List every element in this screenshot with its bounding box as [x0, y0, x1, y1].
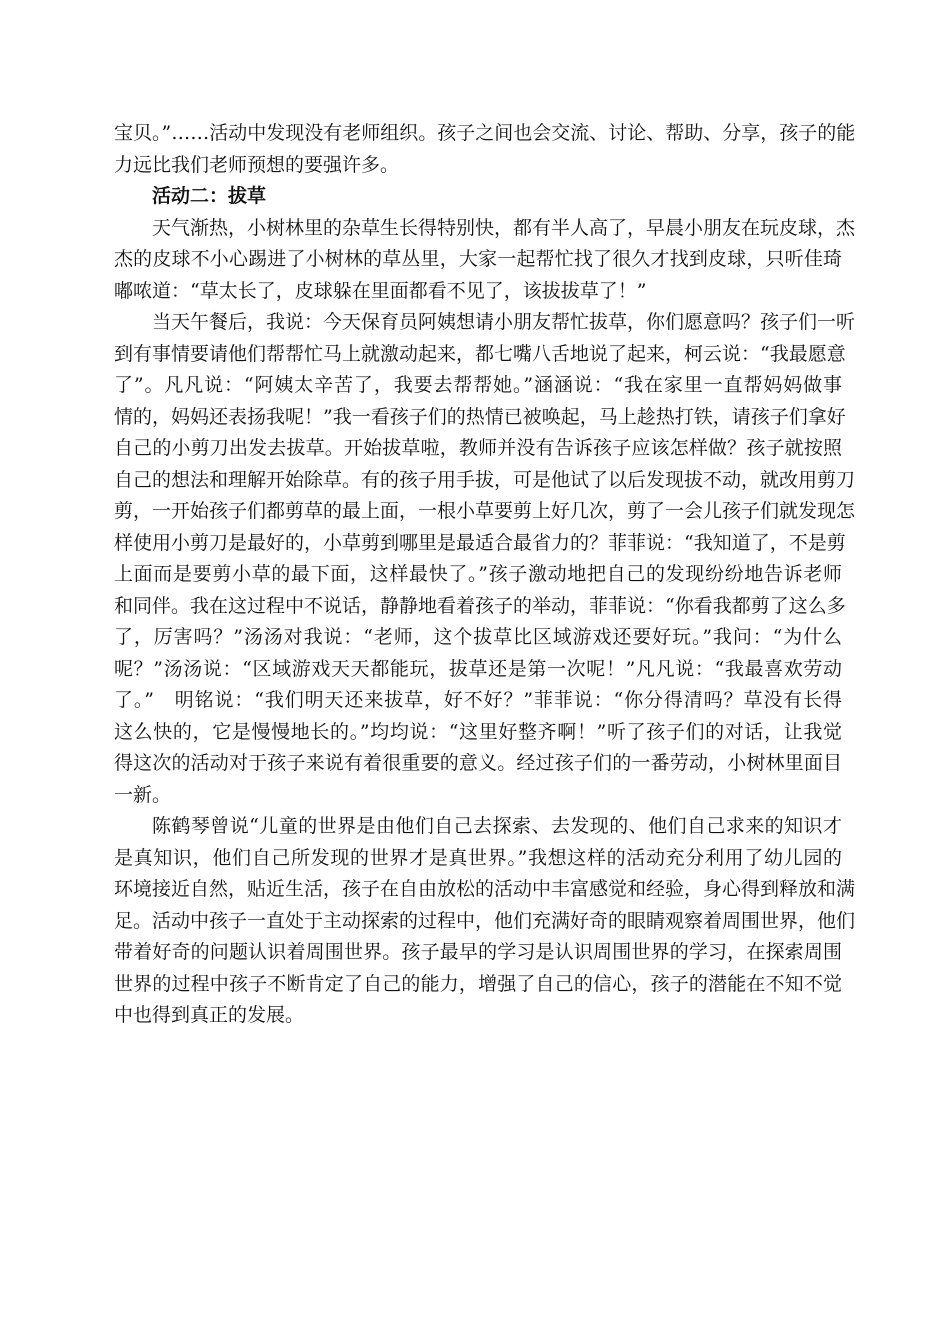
text-line: 一新。	[114, 783, 172, 806]
section-heading: 活动二：拔草	[152, 185, 267, 207]
paragraph-intro-end	[114, 118, 856, 181]
text-line: 了，厉害吗？”汤汤对我说：“老师，这个拔草比区域游戏还要好玩。”我问：“为什么	[114, 626, 842, 648]
text-line: 带着好奇的问题认识着周围世界。孩子最早的学习是认识周围世界的学习，在探索周围	[114, 941, 842, 963]
text-line: 当天午餐后，我说：今天保育员阿姨想请小朋友帮忙拔草，你们愿意吗？孩子们一听	[152, 311, 856, 333]
text-line: 天气渐热，小树林里的杂草生长得特别快，都有半人高了，早晨小朋友在玩皮球，杰	[152, 216, 856, 239]
text-line: 中也得到真正的发展。	[114, 1004, 305, 1026]
text-line: 自己的小剪刀出发去拔草。开始拔草啦，教师并没有告诉孩子应该怎样做？孩子就按照	[114, 437, 842, 459]
text-line: 和同伴。我在这过程中不说话，静静地看着孩子的举动，菲菲说：“你看我都剪了这么多	[114, 594, 846, 617]
text-line: 上面而是要剪小草的最下面，这样最快了。”孩子激动地把自己的发现纷纷地告诉老师	[114, 563, 842, 585]
document-page	[114, 118, 856, 1032]
text-line: 样使用小剪刀是最好的，小草剪到哪里是最适合最省力的？菲菲说：“我知道了，不是剪	[114, 531, 846, 554]
paragraph-weather	[114, 213, 856, 308]
text-line: 得这次的活动对于孩子来说有着很重要的意义。经过孩子们的一番劳动，小树林里面目	[114, 752, 842, 774]
text-line: 这么快的，它是慢慢地长的。”均均说：“这里好整齐啊！”听了孩子们的对话，让我觉	[114, 720, 842, 743]
text-line: 世界的过程中孩子不断肯定了自己的能力，增强了自己的信心，孩子的潜能在不知不觉	[114, 972, 842, 995]
text-line: 自己的想法和理解开始除草。有的孩子用手拔，可是他试了以后发现拔不动，就改用剪刀	[114, 468, 856, 491]
text-line: 呢？”汤汤说：“区域游戏天天都能玩，拔草还是第一次呢！”凡凡说：“我最喜欢劳动	[114, 657, 842, 680]
text-line: 了。” 明铭说：“我们明天还来拔草，好不好？”菲菲说：“你分得清吗？草没有长得	[114, 689, 842, 711]
text-line: 剪，一开始孩子们都剪草的最上面，一根小草要剪上好几次，剪了一会儿孩子们就发现怎	[114, 500, 856, 522]
text-line: 力远比我们老师预想的要强许多。	[114, 153, 400, 176]
text-line: 陈鹤琴曾说“儿童的世界是由他们自己去探索、去发现的、他们自己求来的知识才	[152, 815, 842, 837]
text-line: 嘟哝道：“草太长了，皮球躲在里面都看不见了，该拔拔草了！”	[114, 279, 647, 302]
text-line: 环境接近自然，贴近生活，孩子在自由放松的活动中丰富感觉和经验，身心得到释放和满	[114, 878, 856, 900]
text-line: 杰的皮球不小心踢进了小树林的草丛里，大家一起帮忙找了很久才找到皮球，只听佳琦	[114, 248, 842, 270]
text-line: 足。活动中孩子一直处于主动探索的过程中，他们充满好奇的眼睛观察着周围世界，他们	[114, 909, 856, 932]
paragraph-lunch	[114, 307, 856, 811]
text-line: 情的，妈妈还表扬我呢！”我一看孩子们的热情已被唤起，马上趁热打铁，请孩子们拿好	[114, 405, 846, 428]
text-line: 是真知识，他们自己所发现的世界才是真世界。”我想这样的活动充分利用了幼儿园的	[114, 846, 842, 869]
text-line: 宝贝。”……活动中发现没有老师组织。孩子之间也会交流、讨论、帮助、分享，孩子的能	[114, 122, 856, 144]
text-line: 了”。凡凡说：“阿姨太辛苦了，我要去帮帮她。”涵涵说：“我在家里一直帮妈妈做事	[114, 374, 842, 396]
text-line: 到有事情要请他们帮帮忙马上就激动起来，都七嘴八舌地说了起来，柯云说：“我最愿意	[114, 342, 846, 365]
paragraph-chen-heqin	[114, 811, 856, 1032]
